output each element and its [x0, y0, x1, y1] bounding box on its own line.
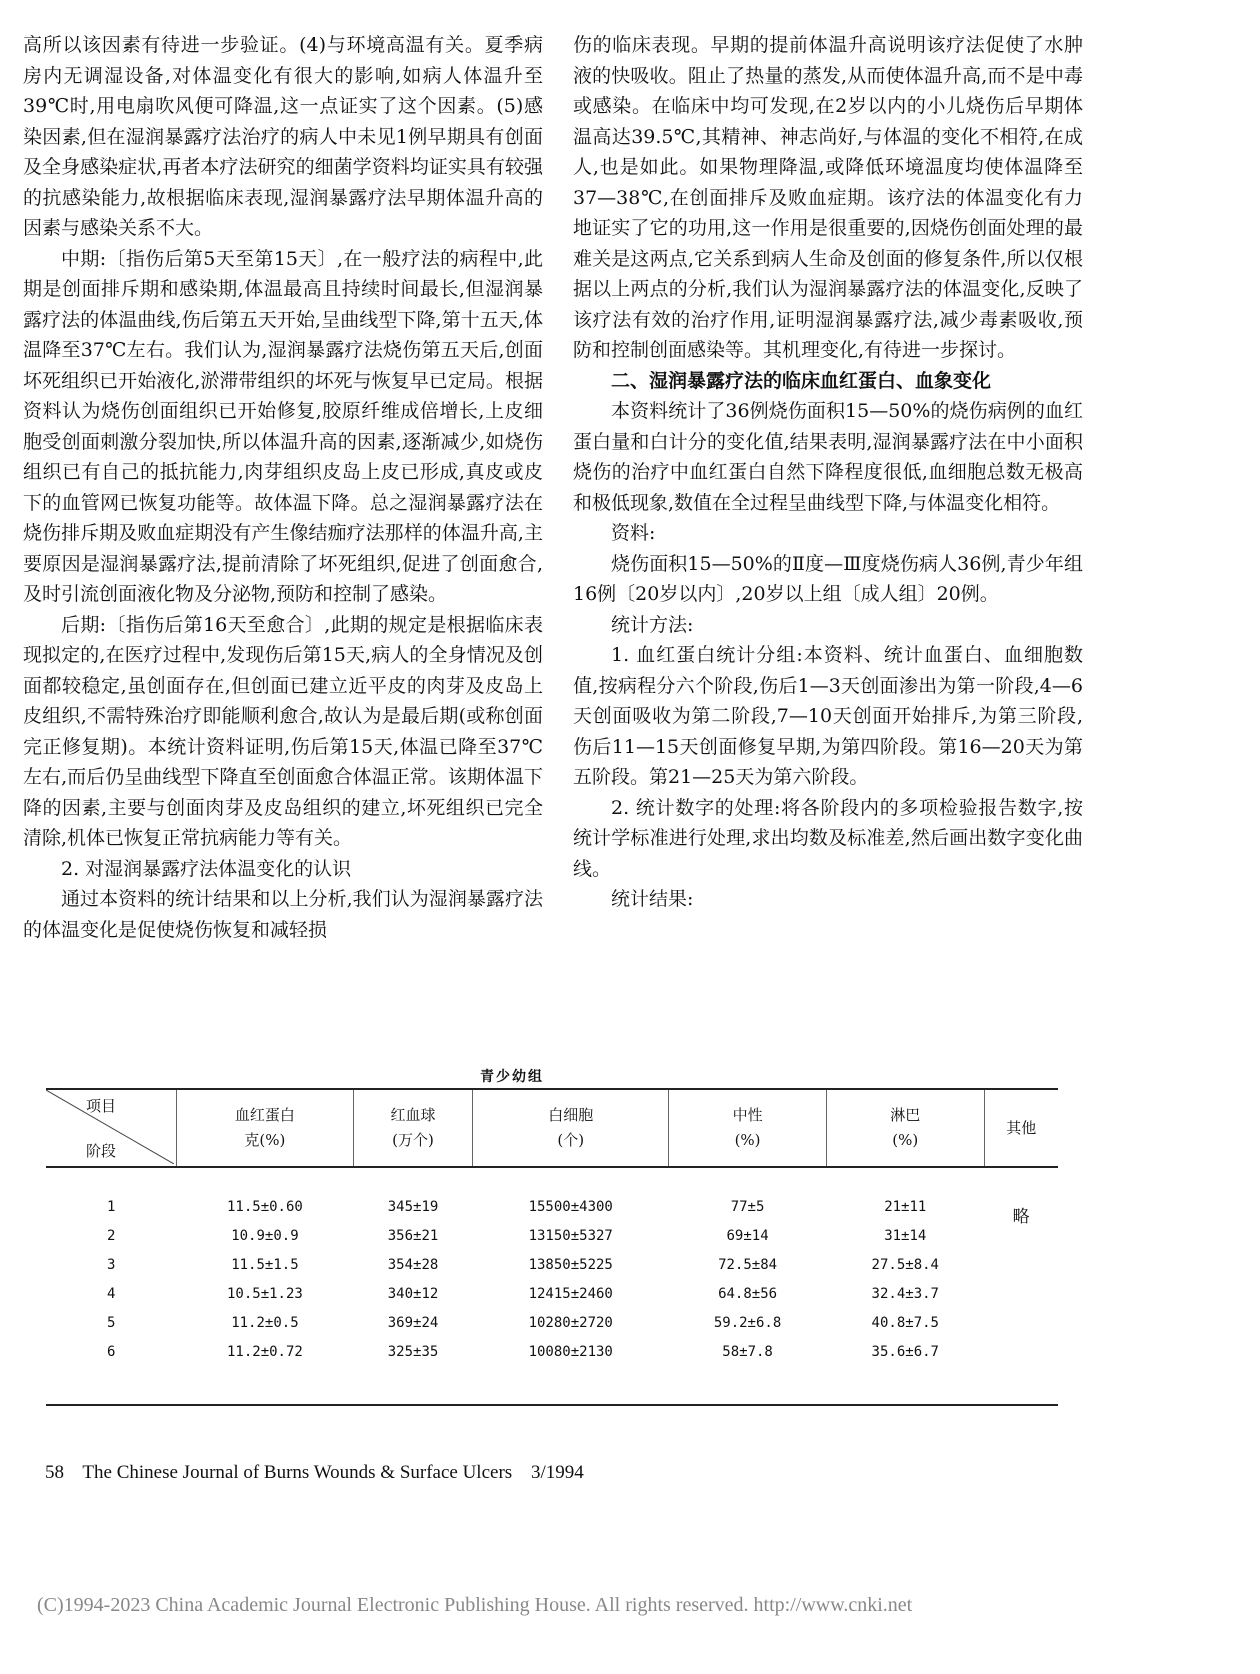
table-cell: 345±19 — [387, 1198, 439, 1215]
table-cell: 12415±2460 — [528, 1285, 613, 1302]
table-cell: 10080±2130 — [528, 1343, 613, 1360]
table-cell: 11.2±0.5 — [231, 1314, 299, 1331]
table-cell: 325±35 — [387, 1343, 439, 1360]
table-cell: 354±28 — [387, 1256, 439, 1273]
table-cell: 6 — [107, 1343, 116, 1360]
page-number: 58 — [45, 1462, 64, 1483]
table-row — [46, 1279, 1058, 1308]
table-cell: 5 — [107, 1314, 116, 1331]
table-cell: 58±7.8 — [722, 1343, 773, 1360]
table-cell: 2 — [107, 1227, 116, 1244]
table-cell: 64.8±56 — [718, 1285, 778, 1302]
corner-header-cell — [46, 1089, 177, 1167]
header-rbc: 红血球 (万个) — [353, 1089, 472, 1167]
table-row — [46, 1192, 1058, 1221]
table-body — [46, 1167, 1058, 1405]
table-cell: 35.6±6.7 — [871, 1343, 939, 1360]
results-table-block — [46, 1066, 1058, 1406]
table-cell: 21±11 — [884, 1198, 927, 1215]
paragraph: 统计结果: — [611, 888, 694, 910]
right-column — [573, 30, 1083, 915]
paragraph: 通过本资料的统计结果和以上分析,我们认为湿润暴露疗法的体温变化是促使烧伤恢复和减轻损 — [23, 888, 543, 941]
table-row — [46, 1250, 1058, 1279]
corner-top-label: 项目 — [86, 1097, 117, 1115]
paragraph: 伤的临床表现。早期的提前体温升高说明该疗法促使了水肿液的快吸收。阻止了热量的蒸发,从而使体温升高,而不是中毒或感染。在临床中均可发现,在2岁以内的小儿烧伤后早期体温高达39.5℃,其精神、神志尚好,与体温的变化不相符,在成人,也是如此。如果物理降温,或降低环境温度均使体温降至37—38℃,在创面排斥及败血症期。该疗法的体温变化有力地证实了它的功用,这一作用是很重要的,因烧伤创面处理的最难关是这两点,它关系到病人生命及创面的修复条件,所以仅根据以上两点的分析,我们认为湿润暴露疗法的体温变化,反映了该疗法有效的治疗作用,证明湿润暴露疗法,减少毒素吸收,预防和控制创面感染等。其机理变化,有待进一步探讨。 — [573, 34, 1083, 361]
table-cell: 3 — [107, 1256, 116, 1273]
table-cell: 340±12 — [387, 1285, 439, 1302]
table-cell: 10280±2720 — [528, 1314, 613, 1331]
table-cell: 11.2±0.72 — [226, 1343, 303, 1360]
other-cell: 略 — [1012, 1207, 1030, 1227]
paragraph: 2. 对湿润暴露疗法体温变化的认识 — [61, 857, 352, 880]
paragraph: 后期:〔指伤后第16天至愈合〕,此期的规定是根据临床表现拟定的,在医疗过程中,发现伤后第15天,病人的全身情况及创面都较稳定,虽创面存在,但创面已建立近平皮的肉芽及皮岛上皮组织,不需特殊治疗即能顺利愈合,故认为是最后期(或称创面完正修复期)。本统计资料证明,伤后第15天,体温已降至37℃左右,而后仍呈曲线型下降直至创面愈合体温正常。该期体温下降的因素,主要与创面肉芽及皮岛组织的建立,坏死组织已完全清除,机体已恢复正常抗病能力等有关。 — [23, 613, 543, 849]
table-row — [46, 1221, 1058, 1250]
table-cell: 1 — [107, 1198, 116, 1215]
page-footer — [45, 1462, 598, 1484]
paragraph: 中期:〔指伤后第5天至第15天〕,在一般疗法的病程中,此期是创面排斥期和感染期,体温最高且持续时间最长,但湿润暴露疗法的体温曲线,伤后第五天开始,呈曲线型下降,第十五天,体温降至37℃左右。我们认为,湿润暴露疗法烧伤第五天后,创面坏死组织已开始液化,淤滞带组织的坏死与恢复早已定局。根据资料认为烧伤创面组织已开始修复,胶原纤维成倍增长,上皮细胞受创面刺激分裂加快,所以体温升高的因素,逐渐减少,如烧伤组织已有自己的抵抗能力,肉芽组织皮岛上皮已形成,真皮或皮下的血管网已恢复功能等。故体温下降。总之湿润暴露疗法在烧伤排斥期及败血症期没有产生像结痂疗法那样的体温升高,主要原因是湿润暴露疗法,提前清除了坏死组织,促进了创面愈合,及时引流创面液化物及分泌物,预防和控制了感染。 — [23, 247, 543, 605]
table-cell: 4 — [107, 1285, 116, 1302]
table-cell: 72.5±84 — [718, 1256, 778, 1273]
header-hemoglobin: 血红蛋白 克(%) — [177, 1089, 354, 1167]
table-cell: 77±5 — [730, 1198, 765, 1215]
table-cell: 11.5±1.5 — [231, 1256, 299, 1273]
table-cell: 13150±5327 — [528, 1227, 613, 1244]
table-cell: 13850±5225 — [528, 1256, 613, 1273]
table-row — [46, 1308, 1058, 1337]
paragraph: 高所以该因素有待进一步验证。(4)与环境高温有关。夏季病房内无调湿设备,对体温变化有很大的影响,如病人体温升至39℃时,用电扇吹风便可降温,这一点证实了这个因素。(5)感染因素,但在湿润暴露疗法治疗的病人中未见1例早期具有创面及全身感染症状,再者本疗法研究的细菌学资料均证实具有较强的抗感染能力,故根据临床表现,湿润暴露疗法早期体温升高的因素与感染关系不大。 — [23, 34, 543, 239]
paragraph: 统计方法: — [611, 613, 694, 636]
paragraph: 本资料统计了36例烧伤面积15—50%的烧伤病例的血红蛋白量和白计分的变化值,结果表明,湿润暴露疗法在中小面积烧伤的治疗中血红蛋白自然下降程度很低,血细胞总数无极高和极低现象,数值在全过程呈曲线型下降,与体温变化相符。 — [573, 400, 1083, 514]
header-other: 其他 — [984, 1089, 1058, 1167]
paragraph: 烧伤面积15—50%的Ⅱ度—Ⅲ度烧伤病人36例,青少年组16例〔20岁以内〕,20岁以上组〔成人组〕20例。 — [573, 552, 1083, 605]
table-cell: 15500±4300 — [528, 1198, 613, 1215]
table-header-row — [46, 1089, 1058, 1167]
table-cell: 11.5±0.60 — [226, 1198, 303, 1215]
results-table — [46, 1088, 1058, 1406]
header-lymphocyte: 淋巴 (%) — [826, 1089, 984, 1167]
left-column — [23, 30, 543, 945]
header-wbc: 白细胞 (个) — [473, 1089, 669, 1167]
table-cell: 10.9±0.9 — [231, 1227, 299, 1244]
header-neutrophil: 中性 (%) — [669, 1089, 827, 1167]
corner-bottom-label: 阶段 — [86, 1142, 117, 1160]
paragraph: 资料: — [611, 522, 656, 544]
table-cell: 69±14 — [726, 1227, 769, 1244]
table-cell: 10.5±1.23 — [226, 1285, 303, 1302]
table-cell: 59.2±6.8 — [713, 1314, 782, 1331]
paragraph: 1. 血红蛋白统计分组:本资料、统计血蛋白、血细胞数值,按病程分六个阶段,伤后1—3天创面渗出为第一阶段,4—6天创面吸收为第二阶段,7—10天创面开始排斥,为第三阶段,伤后11—15天创面修复早期,为第四阶段。第16—20天为第五阶段。第21—25天为第六阶段。 — [573, 644, 1083, 788]
table-cell: 40.8±7.5 — [871, 1314, 939, 1331]
table-caption: 青少幼组 — [480, 1069, 544, 1085]
table-cell: 356±21 — [387, 1227, 439, 1244]
table-spacer-row — [46, 1167, 1058, 1192]
table-cell: 31±14 — [884, 1227, 927, 1244]
table-cell: 32.4±3.7 — [871, 1285, 939, 1302]
journal-name: The Chinese Journal of Burns Wounds & Surface Ulcers — [82, 1462, 513, 1483]
table-row — [46, 1337, 1058, 1366]
table-cell: 369±24 — [387, 1314, 439, 1331]
table-bottom-spacer — [46, 1366, 1058, 1405]
issue-number: 3/1994 — [530, 1462, 584, 1483]
table-cell: 27.5±8.4 — [871, 1256, 939, 1273]
paragraph: 2. 统计数字的处理:将各阶段内的多项检验报告数字,按统计学标准进行处理,求出均数及标准差,然后画出数字变化曲线。 — [573, 796, 1083, 880]
section-heading: 二、湿润暴露疗法的临床血红蛋白、血象变化 — [611, 369, 992, 392]
copyright-notice: (C)1994-2023 China Academic Journal Electronic Publishing House. All rights reserved. http://www.cnki.net — [37, 1594, 913, 1616]
